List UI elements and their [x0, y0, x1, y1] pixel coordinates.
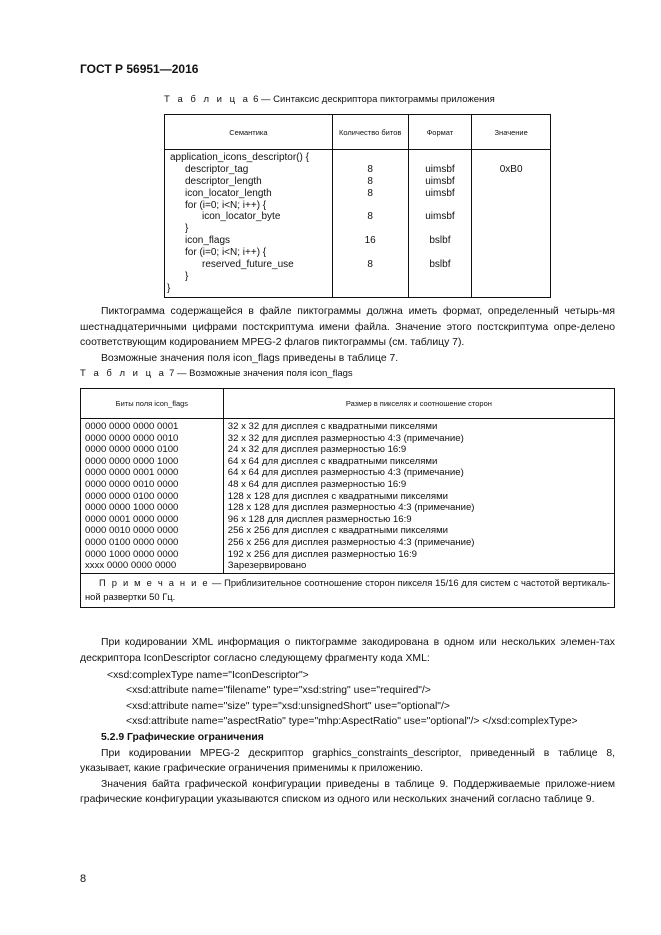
table6-cell-semantics: }: [167, 282, 171, 294]
table7-cell-size: 192 x 256 для дисплея размерностью 16:9: [223, 549, 614, 561]
table6-cell-semantics: for (i=0; i<N; i++) {: [185, 199, 267, 211]
xml-line: <xsd:complexType name="IconDescriptor">: [107, 670, 309, 681]
table6-cell-format: uimsbf: [425, 175, 455, 187]
table7-caption-text: 7 — Возможные значения поля icon_flags: [169, 368, 353, 379]
table-row: [81, 456, 615, 468]
table6-cell-semantics: reserved_future_use: [202, 259, 294, 271]
table6-cell-semantics: descriptor_length: [185, 175, 262, 187]
table7-cell-size: 64 x 64 для дисплея размерностью 4:3 (примечание): [223, 467, 614, 479]
table-row: [81, 479, 615, 491]
table7-cell-size: 96 x 128 для дисплея размерностью 16:9: [223, 514, 614, 526]
table6-caption-text: 6 — Синтаксис дескриптора пиктограммы приложения: [253, 94, 495, 105]
table6-cell-format: uimsbf: [425, 187, 455, 199]
table6-cell-format: uimsbf: [425, 163, 455, 175]
table6-cell-bits: 8: [367, 163, 373, 175]
table7-cell-bits: 0000 0000 0000 1000: [81, 456, 224, 468]
text-block-xml-intro: [80, 635, 615, 666]
table-row: [81, 491, 615, 503]
table7-cell-bits: 0000 0000 0001 0000: [81, 467, 224, 479]
page-number: 8: [80, 873, 87, 885]
table7-note: [81, 573, 615, 607]
table7-cell-size: 256 x 256 для дисплея размерностью 4:3 (примечание): [223, 537, 614, 549]
text-block-icon-format: [80, 304, 615, 366]
table6-cell-format: [409, 223, 472, 235]
table7-cell-bits: 0000 0000 0000 0001: [81, 419, 224, 433]
table7-cell-bits: 0000 0000 0000 0010: [81, 433, 224, 445]
table-row: [81, 433, 615, 445]
table6-header-format: Формат: [408, 115, 472, 150]
table6-cell-value: [472, 152, 550, 164]
table7-icon-flags-values: [80, 388, 615, 608]
table7-cell-size: Зарезервировано: [223, 560, 614, 573]
table6-cell-bits: 16: [364, 235, 376, 247]
table6-cell-bits: 8: [367, 175, 373, 187]
table6-cell-format: [409, 152, 472, 164]
table6-caption-prefix: Т а б л и ц а: [164, 94, 251, 105]
table-row: [81, 560, 615, 573]
table7-cell-bits: 0000 0000 0010 0000: [81, 479, 224, 491]
table7-cell-bits: 0000 1000 0000 0000: [81, 549, 224, 561]
table6-cell-format: uimsbf: [425, 211, 455, 223]
table7-header-bits: Биты поля icon_flags: [81, 389, 224, 419]
table6-header-bits: Количество битов: [332, 115, 408, 150]
table-row: [81, 502, 615, 514]
table6-cell-semantics: }: [185, 270, 189, 282]
table6-cell-format: bslbf: [429, 259, 451, 271]
table-row: [81, 444, 615, 456]
section-graphics-constraints: [80, 730, 615, 808]
table6-icon-descriptor-syntax: [164, 114, 551, 298]
table6-cell-bits: 8: [367, 187, 373, 199]
table7-cell-bits: 0000 0000 0100 0000: [81, 491, 224, 503]
table7-cell-size: 32 x 32 для дисплея размерностью 4:3 (примечание): [223, 433, 614, 445]
table6-cell-bits: [333, 152, 408, 164]
table6-cell-format: [409, 247, 472, 259]
table-row: [81, 537, 615, 549]
paragraph-graphics-config: Значения байта графической конфигурации приведены в таблице 9. Поддерживаемые приложе-нием графические конфигурации указываются списком из одного или нескольких значений согласно таблице 9.: [80, 778, 615, 806]
table6-cell-semantics: for (i=0; i<N; i++) {: [185, 247, 267, 259]
table7-cell-bits: 0000 0100 0000 0000: [81, 537, 224, 549]
paragraph-icon-format: Пиктограмма содержащейся в файле пиктограммы должна иметь формат, определенный четырь-мя шестнадцатеричными цифрами постскриптума имени файла. Значение этого постскриптума опре-делено соответствующим кодированием MPEG-2 флагов пиктограммы (см. таблицу 7).: [80, 306, 615, 349]
paragraph-icon-flags-ref: Возможные значения поля icon_flags приведены в таблице 7.: [101, 352, 399, 364]
table6-cell-semantics: icon_flags: [185, 235, 231, 247]
table6-cell-bits: [333, 200, 408, 212]
table7-caption: [80, 368, 353, 379]
table7-cell-size: 24 x 32 для дисплея размерностью 16:9: [223, 444, 614, 456]
table-row: [81, 525, 615, 537]
table6-cell-format: [409, 200, 472, 212]
table6-cell-semantics: }: [185, 223, 189, 235]
table7-cell-size: 48 x 64 для дисплея размерностью 16:9: [223, 479, 614, 491]
paragraph-xml-intro: При кодировании XML информация о пиктограмме закодирована в одном или нескольких элемен-тах дескриптора IconDescriptor согласно следующему фрагменту кода XML:: [80, 637, 615, 664]
table6-cell-bits: [333, 223, 408, 235]
table7-cell-bits: 0000 0000 0000 0100: [81, 444, 224, 456]
xml-line: <xsd:attribute name="size" type="xsd:unsignedShort" use="optional"/>: [126, 700, 450, 712]
table6-header-semantics: Семантика: [165, 115, 333, 150]
section-heading: 5.2.9 Графические ограничения: [101, 732, 264, 743]
table6-caption: [164, 94, 495, 105]
table-row: [81, 514, 615, 526]
table7-cell-bits: 0000 0000 1000 0000: [81, 502, 224, 514]
table7-cell-bits: 0000 0010 0000 0000: [81, 525, 224, 537]
table6-cell-semantics: icon_locator_length: [185, 187, 272, 199]
xml-code-fragment: [107, 668, 578, 729]
table6-header-value: Значение: [472, 115, 551, 150]
table6-cell-semantics: descriptor_tag: [185, 163, 249, 175]
table7-header-size: Размер в пикселях и соотношение сторон: [223, 389, 614, 419]
table6-cell-semantics: application_icons_descriptor() {: [170, 152, 309, 163]
table6-cell-format: bslbf: [429, 235, 451, 247]
table6-cell-semantics: icon_locator_byte: [202, 211, 281, 223]
table6-cell-bits: [333, 247, 408, 259]
document-header: ГОСТ Р 56951—2016: [80, 62, 199, 76]
table-row: [81, 549, 615, 561]
table7-cell-size: 128 x 128 для дисплея с квадратными пикселями: [223, 491, 614, 503]
table7-note-text: — Приблизительное соотношение сторон пикселя 15/16 для систем с частотой вертикаль-ной развертки 50 Гц.: [85, 576, 610, 602]
table6-cell-value: 0xB0: [499, 163, 523, 175]
table7-cell-bits: xxxx 0000 0000 0000: [81, 560, 224, 573]
table7-cell-size: 64 x 64 для дисплея с квадратными пикселями: [223, 456, 614, 468]
xml-line: <xsd:attribute name="filename" type="xsd:string" use="required"/>: [126, 685, 431, 697]
table6-cell-bits: 8: [367, 211, 373, 223]
table-row: [81, 419, 615, 433]
paragraph-graphics-descriptor: При кодировании MPEG-2 дескриптор graphics_constraints_descriptor, приведенный в таблице 8, указывает, какие графические ограничения применимы к приложению.: [80, 747, 615, 775]
xml-line: <xsd:attribute name="aspectRatio" type="mhp:AspectRatio" use="optional"/> </xsd:complexType>: [126, 715, 578, 727]
table-row: [81, 467, 615, 479]
table7-cell-size: 32 x 32 для дисплея с квадратными пикселями: [223, 419, 614, 433]
table7-cell-size: 128 x 128 для дисплея размерностью 4:3 (примечание): [223, 502, 614, 514]
table6-cell-bits: 8: [367, 259, 373, 271]
table7-note-label: П р и м е ч а н и е: [99, 576, 210, 588]
table7-cell-bits: 0000 0001 0000 0000: [81, 514, 224, 526]
table7-caption-prefix: Т а б л и ц а: [80, 368, 167, 379]
table7-cell-size: 256 x 256 для дисплея с квадратными пикселями: [223, 525, 614, 537]
